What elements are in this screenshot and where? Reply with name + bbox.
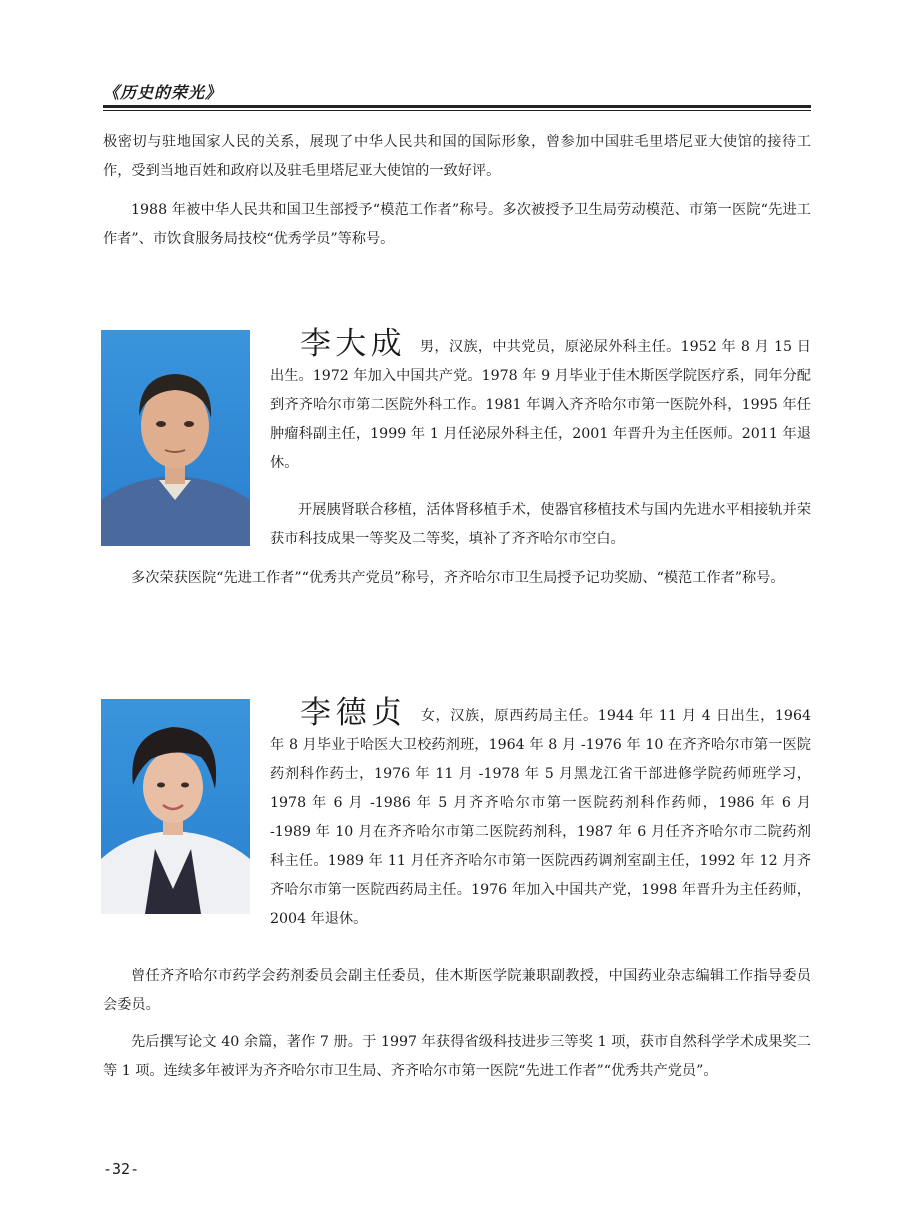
person2-bio [270,695,812,934]
person1-paragraph-2: 开展胰肾联合移植，活体肾移植手术，使器官移植技术与国内先进水平相接轨并荣获市科技成果一等奖及二等奖，填补了齐齐哈尔市空白。 [270,502,811,547]
person2-paragraph-2: 曾任齐齐哈尔市药学会药剂委员会副主任委员，佳木斯医学院兼职副教授，中国药业杂志编辑工作指导委员会委员。 [103,968,811,1013]
header-rule-thick [103,105,811,108]
person2-paragraph-3: 先后撰写论文 40 余篇，著作 7 册。于 1997 年获得省级科技进步三等奖 1 项，获市自然科学学术成果奖二等 1 项。连续多年被评为齐齐哈尔市卫生局、齐齐哈尔市第一医院“先进工作者”“优秀共产党员”。 [103,1034,811,1079]
person2-photo [101,699,250,914]
person1-name: 李大成 [300,326,406,362]
person1-photo [101,330,250,546]
intro-paragraph-2: 1988 年被中华人民共和国卫生部授予“模范工作者”称号。多次被授予卫生局劳动模范、市第一医院“先进工作者”、市饮食服务局技校“优秀学员”等称号。 [103,202,811,247]
person2-bio-text: 女，汉族，原西药局主任。1944 年 11 月 4 日出生，1964 年 8 月毕业于哈医大卫校药剂班，1964 年 8 月 -1976 年 10 在齐齐哈尔市第一医院药剂科作药士，1976 年 11 月 -1978 年 5 月黑龙江省干部进修学院药师班学习，1978 年 6 月 -1986 年 5 月齐齐哈尔市第一医院药剂科作药师，1986 年 6 月 -1989 年 10 月在齐齐哈尔市第二医院药剂科，1987 年 6 月任齐齐哈尔市二院药剂科主任。1989 年 11 月任齐齐哈尔市第一医院西药调剂室副主任，1992 年 12 月齐齐哈尔市第一医院西药局主任。1976 年加入中国共产党，1998 年晋升为主任药师，2004 年退休。 [270,708,812,927]
header-rule-thin [103,110,811,111]
page-number: -32- [103,1160,140,1178]
person1-portrait-illustration [101,330,250,546]
person2-portrait-illustration [101,699,250,914]
person1-paragraph-3: 多次荣获医院“先进工作者”“优秀共产党员”称号，齐齐哈尔市卫生局授予记功奖励、“模范工作者”称号。 [131,570,785,586]
person2-name: 李德贞 [300,695,407,731]
person1-bio [270,326,811,478]
person1-bio-text: 男，汉族，中共党员，原泌尿外科主任。1952 年 8 月 15 日出生。1972 年加入中国共产党。1978 年 9 月毕业于佳木斯医学院医疗系，同年分配到齐齐哈尔市第二医院外科工作。1981 年调入齐齐哈尔市第一医院外科，1995 年任肿瘤科副主任，1999 年 1 月任泌尿外科主任，2001 年晋升为主任医师。2011 年退休。 [270,339,811,471]
intro-paragraph-1: 极密切与驻地国家人民的关系，展现了中华人民共和国的国际形象，曾参加中国驻毛里塔尼亚大使馆的接待工作，受到当地百姓和政府以及驻毛里塔尼亚大使馆的一致好评。 [103,134,811,179]
running-header: 《历史的荣光》 [103,83,223,102]
